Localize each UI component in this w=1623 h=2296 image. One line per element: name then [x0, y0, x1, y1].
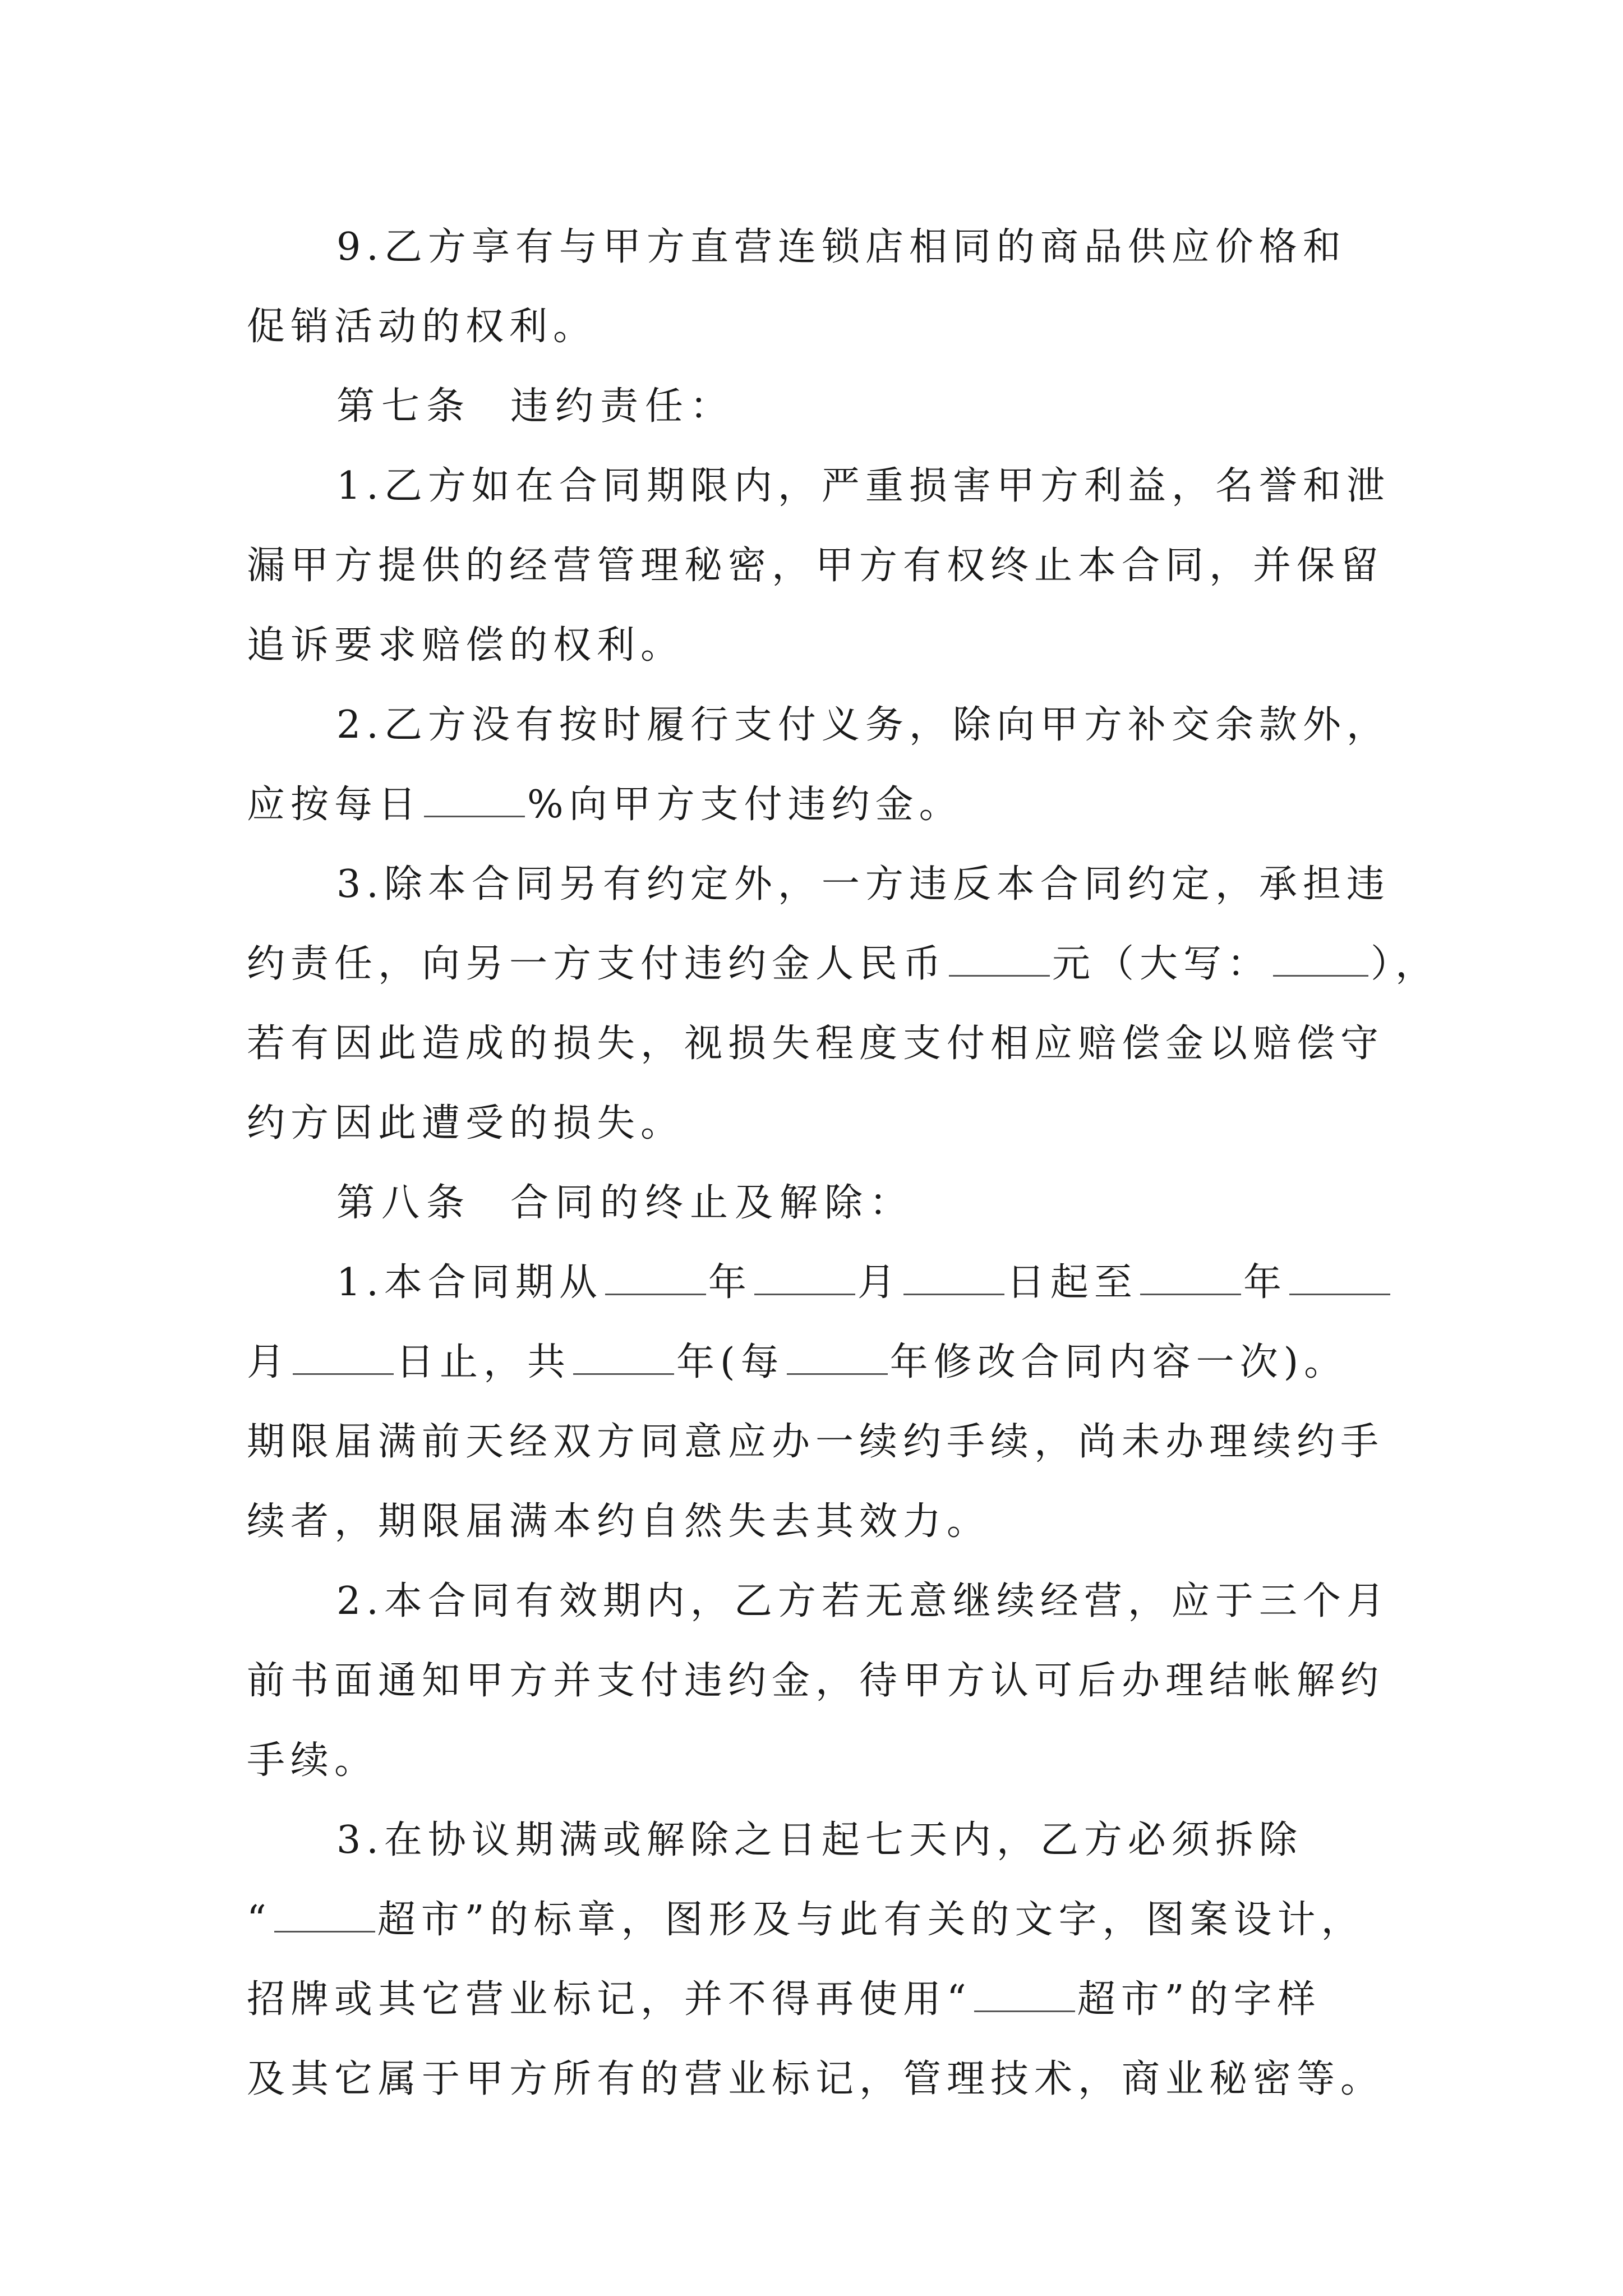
text-segment: 年修改合同内容一次)。	[889, 1340, 1348, 1384]
article-8-number: 第八条	[336, 1181, 472, 1225]
clause-8-2-line-1: 2.本合同有效期内，乙方若无意继续经营，应于三个月	[336, 1579, 1390, 1623]
clause-8-1-line-1	[247, 1243, 1396, 1323]
document-body	[247, 208, 1440, 2119]
article-7-title: 违约责任：	[510, 384, 735, 429]
text-segment: 超市”的字样	[1077, 1977, 1321, 2022]
clause-8-2-line-2: 前书面通知甲方并支付违约金，待甲方认可后办理结帐解约	[247, 1659, 1385, 1703]
text-segment: 元（大写：	[1052, 942, 1271, 986]
fill-in-blank-supermarket-name-1[interactable]	[274, 1929, 375, 1932]
clause-7-3-line-1: 3.除本合同另有约定外，一方违反本合同约定，承担违	[336, 862, 1390, 907]
text-segment: 年	[1243, 1260, 1287, 1305]
fill-in-blank-penalty-uppercase[interactable]	[1273, 973, 1368, 977]
fill-in-blank-start-year[interactable]	[605, 1291, 706, 1295]
clause-6-9-line-1: 9.乙方享有与甲方直营连锁店相同的商品供应价格和	[336, 225, 1347, 269]
clause-7-3-line-3: 若有因此造成的损失，视损失程度支付相应赔偿金以赔偿守	[247, 1022, 1385, 1066]
clause-8-1-line-2	[247, 1323, 1396, 1402]
clause-7-2-line-1: 2.乙方没有按时履行支付义务，除向甲方补交余款外，	[336, 703, 1390, 747]
clause-8-1-line-3: 期限届满前天经双方同意应办一续约手续，尚未办理续约手	[247, 1420, 1385, 1464]
clause-7-1-line-2: 漏甲方提供的经营管理秘密，甲方有权终止本合同，并保留	[247, 544, 1385, 588]
text-segment: 应按每日	[247, 783, 422, 827]
article-7-number: 第七条	[336, 384, 472, 429]
article-8-heading	[247, 1163, 1396, 1243]
article-7-heading	[247, 367, 1396, 447]
fill-in-blank-daily-rate[interactable]	[424, 813, 525, 817]
clause-8-3-line-3	[247, 1960, 1396, 2040]
text-segment: “	[247, 1898, 272, 1942]
text-segment: 月	[857, 1260, 901, 1305]
text-segment: 月	[247, 1340, 291, 1384]
fill-in-blank-supermarket-name-2[interactable]	[974, 2008, 1075, 2012]
fill-in-blank-end-year[interactable]	[1140, 1291, 1241, 1295]
text-segment: 1.本合同期从	[336, 1260, 603, 1305]
clause-8-1-line-4: 续者，期限届满本约自然失去其效力。	[247, 1499, 991, 1544]
clause-6-9-line-2: 促销活动的权利。	[247, 305, 597, 349]
text-segment: 年	[708, 1260, 752, 1305]
clause-7-1-line-3: 追诉要求赔偿的权利。	[247, 623, 685, 668]
clause-7-3-line-2	[247, 924, 1440, 1004]
fill-in-blank-penalty-amount[interactable]	[949, 973, 1050, 977]
clause-7-3-line-4: 约方因此遭受的损失。	[247, 1101, 685, 1145]
clause-7-2-line-2	[247, 765, 1396, 845]
fill-in-blank-end-day[interactable]	[293, 1371, 394, 1375]
fill-in-blank-start-month[interactable]	[754, 1291, 855, 1295]
text-segment: 约责任，向另一方支付违约金人民币	[247, 942, 947, 986]
fill-in-blank-revision-years[interactable]	[787, 1371, 888, 1375]
fill-in-blank-start-day[interactable]	[903, 1291, 1004, 1295]
clause-8-2-line-3: 手续。	[247, 1738, 379, 1783]
text-segment: 招牌或其它营业标记，并不得再使用“	[247, 1977, 972, 2022]
fill-in-blank-term-years[interactable]	[573, 1371, 674, 1375]
article-8-title: 合同的终止及解除：	[510, 1181, 915, 1225]
text-segment: 年(每	[676, 1340, 785, 1384]
clause-8-3-line-4: 及其它属于甲方所有的营业标记，管理技术，商业秘密等。	[247, 2057, 1385, 2101]
clause-8-3-line-1: 3.在协议期满或解除之日起七天内，乙方必须拆除	[336, 1818, 1303, 1862]
text-segment: 日起至	[1006, 1260, 1138, 1305]
text-segment: 超市”的标章，图形及与此有关的文字，图案设计，	[377, 1898, 1365, 1942]
fill-in-blank-end-month[interactable]	[1289, 1291, 1390, 1295]
text-segment: 日止，共	[396, 1340, 571, 1384]
text-segment: ），	[1371, 942, 1440, 986]
text-segment: %向甲方支付违约金。	[527, 783, 963, 827]
clause-8-3-line-2	[247, 1880, 1396, 1960]
clause-7-1-line-1: 1.乙方如在合同期限内，严重损害甲方利益，名誉和泄	[336, 464, 1390, 508]
